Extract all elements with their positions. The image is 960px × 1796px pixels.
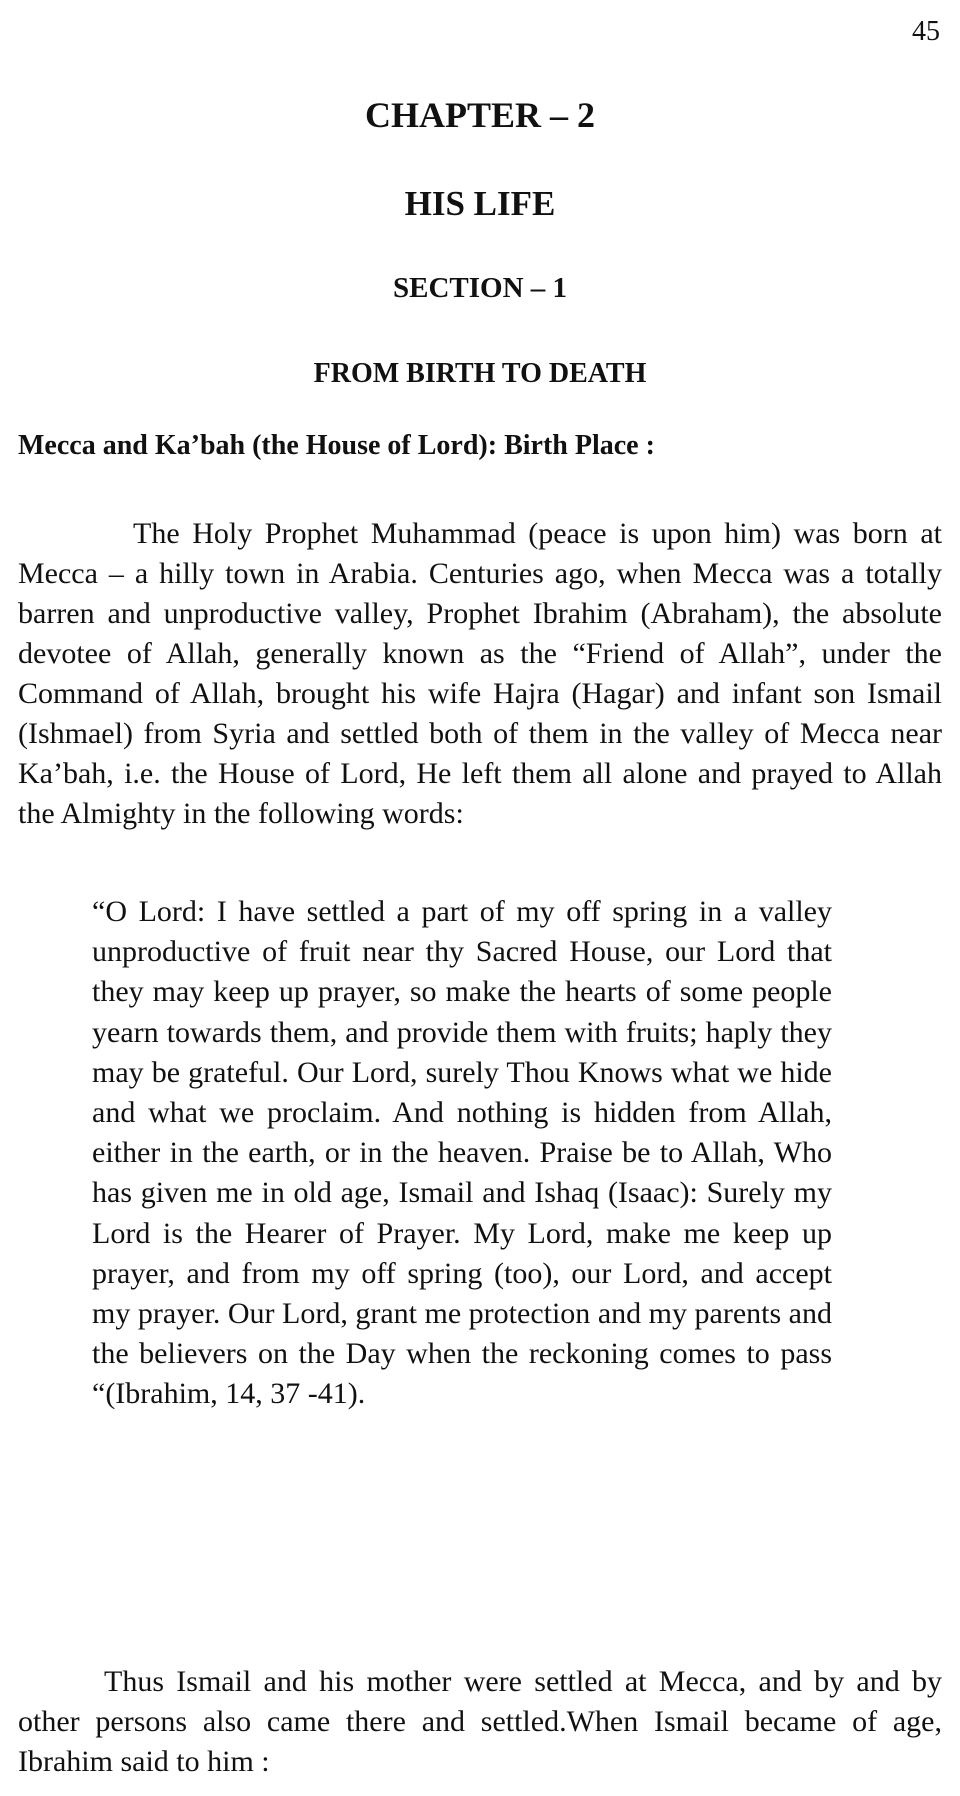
- section-title: FROM BIRTH TO DEATH: [313, 358, 647, 389]
- topic-subheading: Mecca and Ka’bah (the House of Lord): Birth Place :: [18, 430, 655, 461]
- body-paragraph: The Holy Prophet Muhammad (peace is upon him) was born at Mecca – a hilly town in Arabia. Centuries ago, when Mecca was a totally barren and unproductive valley, Prophet Ibrahim (Abraham), the absolute devotee of Allah, generally known as the “Friend of Allah”, under the Command of Allah, brought his wife Hajra (Hagar) and infant son Ismail (Ishmael) from Syria and settled both of them in the valley of Mecca near Ka’bah, i.e. the House of Lord, He left them all alone and prayed to Allah the Almighty in the following words:: [18, 517, 942, 830]
- prayer-quote: “O Lord: I have settled a part of my off spring in a valley unproductive of fruit near thy Sacred House, our Lord that they may keep up prayer, so make the hearts of some people yearn towards them, and provide them with fruits; haply they may be grateful. Our Lord, surely Thou Knows what we hide and what we proclaim. And nothing is hidden from Allah, either in the earth, or in the heaven. Praise be to Allah, Who has given me in old age, Ismail and Ishaq (Isaac): Surely my Lord is the Hearer of Prayer. My Lord, make me keep up prayer, and from my off spring (too), our Lord, and accept my prayer. Our Lord, grant me protection and my parents and the believers on the Day when the reckoning comes to pass “(Ibrahim, 14, 37 -41).: [92, 895, 832, 1411]
- section-heading: SECTION – 1: [392, 272, 568, 304]
- page-number: 45: [912, 16, 940, 47]
- chapter-title: HIS LIFE: [404, 184, 556, 223]
- chapter-heading: CHAPTER – 2: [364, 95, 595, 135]
- body-paragraph: Thus Ismail and his mother were settled at Mecca, and by and by other persons also came there and settled.When Ismail became of age, Ibrahim said to him :: [18, 1665, 942, 1778]
